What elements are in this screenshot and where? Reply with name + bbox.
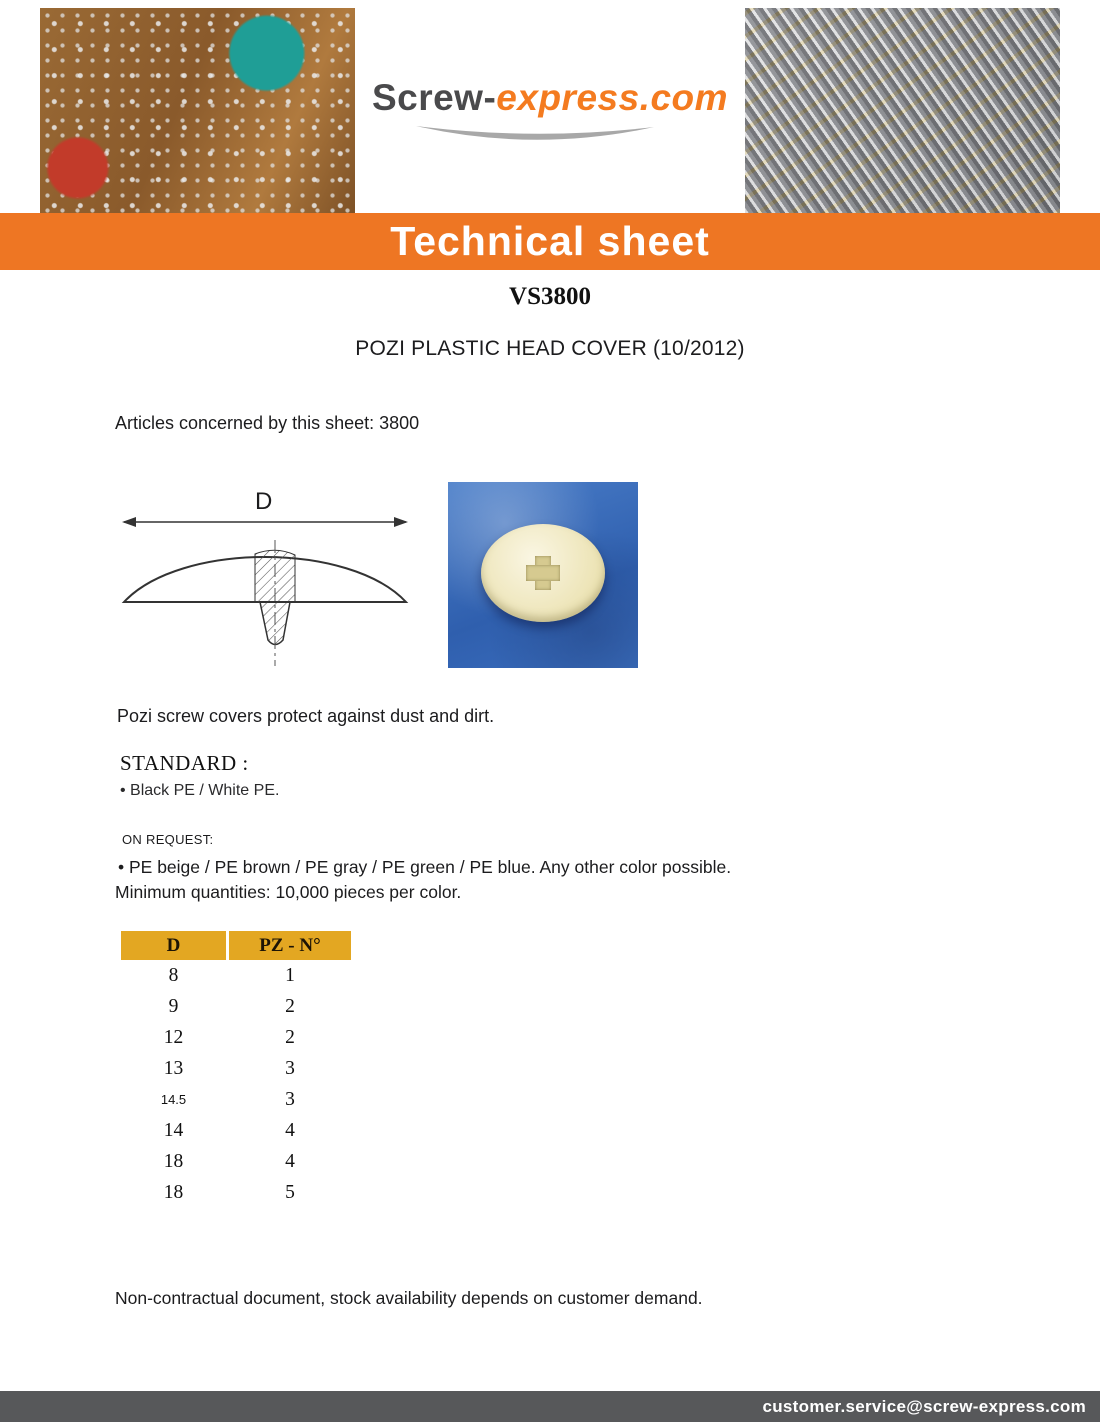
logo [355,8,745,213]
on-request-heading: ON REQUEST: [122,832,214,847]
cell-pz: 5 [229,1177,351,1208]
table-row [121,1115,351,1146]
logo-swoosh [410,121,660,145]
screws-photo [745,8,1060,213]
table-header-row [121,931,351,960]
standard-item: • Black PE / White PE. [120,782,280,799]
standard-heading: STANDARD : [120,751,249,775]
product-description: Pozi screw covers protect against dust and dirt. [117,706,495,726]
cell-d: 12 [121,1022,226,1053]
logo-brand-suffix: express.com [496,76,729,118]
header-cell-d: D [121,931,226,960]
banner-title: Technical sheet [0,213,1100,270]
doc-code: VS3800 [509,283,591,310]
footer-note: Non-contractual document, stock availability depends on customer demand. [115,1288,703,1308]
header-cell-pz: PZ - N° [229,931,351,960]
cell-d: 18 [121,1177,226,1208]
cell-pz: 4 [229,1115,351,1146]
figures-row [110,482,1100,672]
table-row [121,960,351,991]
svg-text:D: D [255,488,273,515]
articles-line: Articles concerned by this sheet: 3800 [115,413,420,433]
size-table [118,931,354,1208]
dimension-drawing [110,482,420,672]
table-row [121,991,351,1022]
cell-pz: 3 [229,1084,351,1115]
cell-d: 9 [121,991,226,1022]
cell-pz: 4 [229,1146,351,1177]
dome-cross-section-diagram [110,482,420,672]
cell-d: 14 [121,1115,226,1146]
logo-brand-prefix: Screw- [371,76,497,118]
table-row [121,1084,351,1115]
cell-d: 18 [121,1146,226,1177]
cap-product-photo [448,482,638,668]
size-table-head [121,931,351,960]
header [0,0,1100,213]
cell-d: 13 [121,1053,226,1084]
on-request-item: • PE beige / PE brown / PE gray / PE green / PE blue. Any other color possible. [118,857,732,877]
table-row [121,1022,351,1053]
table-row [121,1177,351,1208]
cell-d: 14.5 [121,1084,226,1115]
plastic-cap [481,524,605,622]
cell-pz: 1 [229,960,351,991]
table-row [121,1053,351,1084]
cell-d: 8 [121,960,226,991]
logo-text [372,77,728,119]
doc-title: POZI PLASTIC HEAD COVER (10/2012) [355,337,745,360]
size-table-body [121,960,351,1208]
workbench-photo [40,8,355,213]
table-row [121,1146,351,1177]
cell-pz: 2 [229,1022,351,1053]
cell-pz: 3 [229,1053,351,1084]
cell-pz: 2 [229,991,351,1022]
on-request-minimum: Minimum quantities: 10,000 pieces per color. [115,882,462,902]
contact-email: customer.service@screw-express.com [762,1397,1086,1416]
bottom-bar [0,1391,1100,1422]
